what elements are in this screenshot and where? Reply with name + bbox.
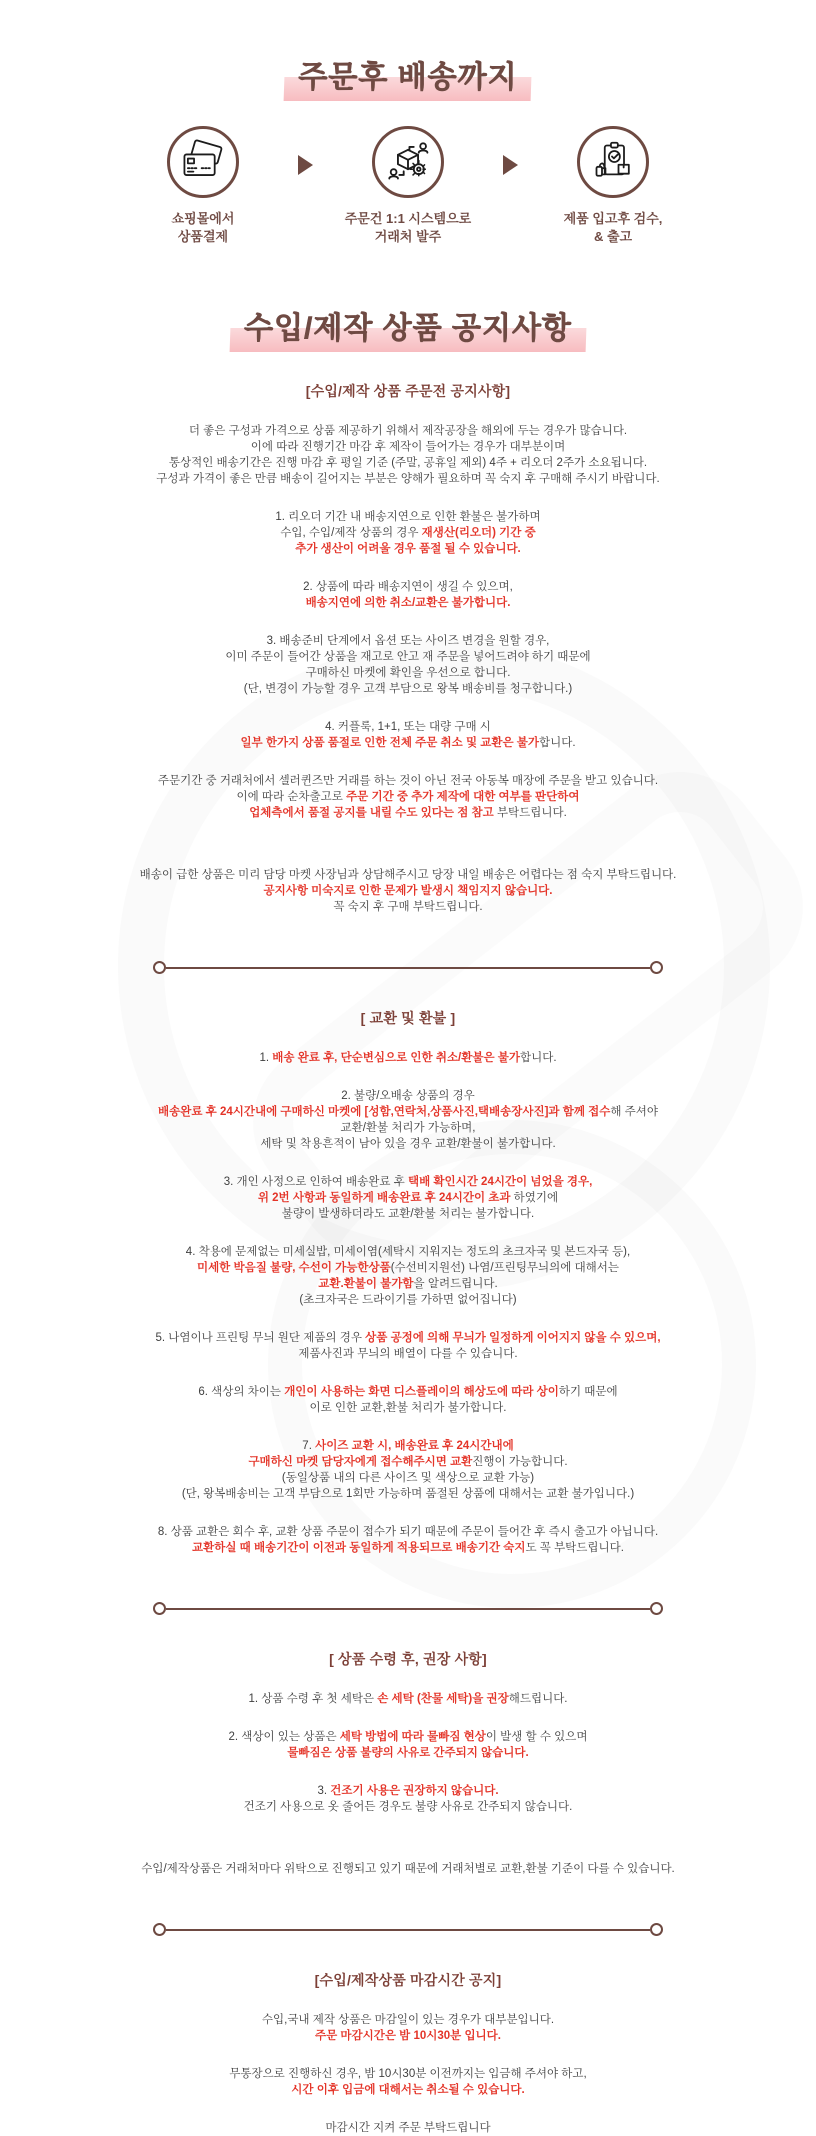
text-segment: 하였기에 — [510, 1192, 559, 1205]
text-segment: 배송완료 후 24시간내에 구매하신 마켓에 [성함,연락처,상품사진,택배송장사진]과 함께 접수 — [158, 1106, 611, 1119]
notice-paragraph — [78, 1729, 738, 1761]
notice-line — [78, 579, 738, 595]
text-segment: 이에 따라 진행기간 마감 후 제작이 들어가는 경우가 대부분이며 — [250, 441, 566, 454]
notice-paragraph — [78, 423, 738, 487]
notice-line — [78, 509, 738, 525]
text-segment: 도 꼭 부탁드립니다. — [525, 1542, 624, 1555]
notice-line — [78, 1292, 738, 1308]
text-segment: 1. 리오더 기간 내 배송지연으로 인한 환불은 불가하며 — [275, 511, 541, 524]
section-heading: [수입/제작상품 마감시간 공지] — [314, 1972, 502, 1989]
text-segment: 배송 완료 후, 단순변심으로 인한 취소/환불은 불가 — [272, 1052, 520, 1065]
notice-line — [78, 1384, 738, 1400]
text-segment: 6. 색상의 차이는 — [198, 1386, 285, 1399]
notice-paragraph — [78, 1438, 738, 1502]
notice-line — [78, 471, 738, 487]
notice-paragraph — [78, 1050, 738, 1066]
step-order-system — [313, 126, 503, 245]
notice-line — [78, 1190, 738, 1206]
notice-paragraph — [78, 1691, 738, 1707]
notice-paragraph — [78, 1783, 738, 1815]
text-segment: 주문기간 중 거래처에서 셀러퀸즈만 거래를 하는 것이 아닌 전국 아동복 매장에 주문을 받고 있습니다. — [157, 775, 659, 788]
notice-paragraph — [78, 579, 738, 611]
notice-line — [78, 899, 738, 915]
page-title-text: 주문후 배송까지 — [298, 52, 517, 96]
inspection-shipping-icon — [591, 140, 635, 184]
text-segment: 재생산(리오더) 기간 중 — [421, 527, 536, 540]
text-segment: 불량이 발생하더라도 교환/환불 처리는 불가합니다. — [281, 1208, 535, 1221]
text-segment: 교환하실 때 배송기간이 이전과 동일하게 적용되므로 배송기간 숙지 — [192, 1542, 526, 1555]
notice-line — [78, 595, 738, 611]
order-system-icon — [385, 139, 431, 185]
text-segment: (동일상품 내의 다른 사이즈 및 색상으로 교환 가능) — [281, 1472, 535, 1485]
notice-line — [78, 805, 738, 821]
text-segment: 진행이 가능합니다. — [472, 1456, 568, 1469]
step-label — [564, 210, 663, 245]
step-circle — [167, 126, 239, 198]
notice-paragraph — [78, 719, 738, 751]
text-segment: 3. 개인 사정으로 인하여 배송완료 후 — [223, 1176, 408, 1189]
step-label-line: & 출고 — [593, 228, 633, 244]
notice-line — [78, 525, 738, 541]
text-segment: 세탁 및 착용흔적이 남아 있을 경우 교환/환불이 불가합니다. — [260, 1138, 556, 1151]
notice-paragraph — [78, 1861, 738, 1877]
notice-paragraph — [78, 867, 738, 915]
text-segment: 건조기 사용은 권장하지 않습니다. — [330, 1785, 499, 1798]
notice-paragraph — [78, 2066, 738, 2098]
text-segment: 택배 확인시간 24시간이 넘었을 경우, — [408, 1176, 593, 1189]
text-segment: 건조기 사용으로 옷 줄어든 경우도 불량 사유로 간주되지 않습니다. — [243, 1801, 573, 1814]
text-segment: 수입/제작상품은 거래처마다 위탁으로 진행되고 있기 때문에 거래처별로 교환,환불 기준이 다를 수 있습니다. — [141, 1863, 675, 1876]
notice-paragraph — [78, 509, 738, 557]
section-heading: [ 교환 및 환불 ] — [360, 1010, 456, 1027]
notice-line — [78, 1050, 738, 1066]
step-label-line: 거래처 발주 — [374, 228, 442, 244]
notice-line — [78, 1745, 738, 1761]
text-segment: 1. — [259, 1052, 273, 1065]
notice-line — [78, 1206, 738, 1222]
text-segment: 꼭 숙지 후 구매 부탁드립니다. — [333, 901, 483, 914]
notice-line — [78, 1540, 738, 1556]
divider-dot — [153, 1923, 166, 1936]
text-segment: 3. 배송준비 단계에서 옵션 또는 사이즈 변경을 원할 경우, — [266, 635, 550, 648]
notice-line — [78, 1260, 738, 1276]
notice-line — [78, 1691, 738, 1707]
text-segment: 배송이 급한 상품은 미리 담당 마켓 사장님과 상담해주시고 당장 내일 배송은 어렵다는 점 숙지 부탁드립니다. — [139, 869, 677, 882]
divider-dot — [650, 961, 663, 974]
notice-line — [78, 633, 738, 649]
notice-paragraph — [78, 633, 738, 697]
text-segment: 부탁드립니다. — [493, 807, 567, 820]
notice-paragraph — [78, 1384, 738, 1416]
notice-paragraph — [78, 773, 738, 821]
notice-line — [78, 1088, 738, 1104]
text-segment: 주문 기간 중 추가 제작에 대한 여부를 판단하여 — [346, 791, 580, 804]
text-segment: 이미 주문이 들어간 상품을 재고로 안고 재 주문을 넣어드려야 하기 때문에 — [225, 651, 591, 664]
text-segment: 합니다. — [520, 1052, 557, 1065]
notice-line — [78, 735, 738, 751]
notice-line — [78, 2082, 738, 2098]
notice-line — [78, 1174, 738, 1190]
divider-dot — [153, 961, 166, 974]
notice-paragraph — [78, 2120, 738, 2136]
text-segment: 3. — [317, 1785, 331, 1798]
step-label-line: 쇼핑몰에서 — [171, 211, 235, 226]
notice-line — [78, 1783, 738, 1799]
notice-paragraph — [78, 1088, 738, 1152]
text-segment: 제품사진과 무늬의 배열이 다를 수 있습니다. — [298, 1348, 518, 1361]
divider-line — [166, 1608, 650, 1610]
step-circle — [372, 126, 444, 198]
text-segment: 구매하신 마켓 담당자에게 접수해주시면 교환 — [248, 1456, 473, 1469]
notice-line — [78, 867, 738, 883]
text-segment: 2. 상품에 따라 배송지연이 생길 수 있으며, — [303, 581, 513, 594]
text-segment: 2. 색상이 있는 상품은 — [228, 1731, 340, 1744]
text-segment: 4. 커플룩, 1+1, 또는 대량 구매 시 — [325, 721, 491, 734]
text-segment: 구매하신 마켓에 확인을 우선으로 합니다. — [305, 667, 511, 680]
notice-line — [78, 1120, 738, 1136]
arrow-right-icon — [503, 155, 518, 175]
notice-paragraph — [78, 2012, 738, 2044]
step-payment — [108, 126, 298, 245]
credit-card-icon — [181, 140, 225, 184]
notice-line — [78, 1104, 738, 1120]
text-segment: 미세한 박음질 불량, 수선이 가능한상품 — [196, 1262, 391, 1275]
text-segment: 2. 불량/오배송 상품의 경우 — [341, 1090, 475, 1103]
text-segment: 공지사항 미숙지로 인한 문제가 발생시 책임지지 않습니다. — [263, 885, 553, 898]
step-label-line: 주문건 1:1 시스템으로 — [344, 211, 472, 226]
notice-paragraph — [78, 1330, 738, 1362]
text-segment: 구성과 가격이 좋은 만큼 배송이 길어지는 부분은 양해가 필요하며 꼭 숙지 후 구매해 주시기 바랍니다. — [156, 473, 660, 486]
notice-line — [78, 423, 738, 439]
page-title — [58, 0, 758, 96]
notice-title-text: 수입/제작 상품 공지사항 — [244, 303, 572, 347]
text-segment: 마감시간 지켜 주문 부탁드립니다 — [325, 2122, 491, 2135]
notice-line — [78, 541, 738, 557]
text-segment: 업체측에서 품절 공지를 내릴 수도 있다는 점 참고 — [249, 807, 494, 820]
notice-line — [78, 649, 738, 665]
text-segment: (수선비지원선) 나염/프린팅무늬의에 대해서는 — [390, 1262, 620, 1275]
notice-line — [78, 1524, 738, 1540]
section-divider — [153, 961, 663, 974]
text-segment: 더 좋은 구성과 가격으로 상품 제공하기 위해서 제작공장을 해외에 두는 경우가 많습니다. — [188, 425, 628, 438]
text-segment: 상품 공정에 의해 무늬가 일정하게 이어지지 않을 수 있으며, — [365, 1332, 661, 1345]
text-segment: (단, 변경이 가능할 경우 고객 부담으로 왕복 배송비를 청구합니다.) — [243, 683, 573, 696]
notice-line — [78, 665, 738, 681]
notice-paragraph — [78, 1244, 738, 1308]
section-divider — [153, 1923, 663, 1936]
text-segment: 이에 따라 순차출고로 — [236, 791, 347, 804]
text-segment: 물빠짐은 상품 불량의 사유로 간주되지 않습니다. — [287, 1747, 529, 1760]
notice-line — [78, 1346, 738, 1362]
text-segment: 사이즈 교환 시, 배송완료 후 24시간내에 — [315, 1440, 514, 1453]
step-inspection — [518, 126, 708, 245]
notice-line — [78, 773, 738, 789]
notice-title — [58, 303, 758, 347]
text-segment: 4. 착용에 문제없는 미세실밥, 미세이염(세탁시 지워지는 정도의 초크자국 및 본드자국 등), — [185, 1246, 631, 1259]
notice-paragraph — [78, 1524, 738, 1556]
divider-line — [166, 1929, 650, 1931]
notice-line — [78, 1400, 738, 1416]
text-segment: 손 세탁 (찬물 세탁)을 권장 — [377, 1693, 509, 1706]
step-label-line: 상품결제 — [177, 228, 229, 244]
section-heading: [수입/제작 상품 주문전 공지사항] — [305, 383, 511, 400]
notice-line — [78, 1136, 738, 1152]
text-segment: 주문 마감시간은 밤 10시30분 입니다. — [315, 2030, 501, 2043]
order-process-steps — [58, 126, 758, 245]
text-segment: 세탁 방법에 따라 물빠짐 현상 — [339, 1731, 486, 1744]
notice-line — [78, 1244, 738, 1260]
divider-dot — [650, 1602, 663, 1615]
notice-line — [78, 1470, 738, 1486]
text-segment: 개인이 사용하는 화면 디스플레이의 해상도에 따라 상이 — [284, 1386, 559, 1399]
arrow-right-icon — [298, 155, 313, 175]
divider-dot — [153, 1602, 166, 1615]
notice-line — [78, 1330, 738, 1346]
text-segment: 이 발생 할 수 있으며 — [485, 1731, 588, 1744]
text-segment: 해드립니다. — [508, 1693, 568, 1706]
notice-line — [78, 681, 738, 697]
text-segment: 수입, 수입/제작 상품의 경우 — [280, 527, 422, 540]
notice-line — [78, 1799, 738, 1815]
section-divider — [153, 1602, 663, 1615]
step-circle — [577, 126, 649, 198]
notice-line — [78, 455, 738, 471]
text-segment: 1. 상품 수령 후 첫 세탁은 — [248, 1693, 378, 1706]
divider-dot — [650, 1923, 663, 1936]
text-segment: 합니다. — [539, 737, 576, 750]
notice-paragraph — [78, 1174, 738, 1222]
text-segment: 수입,국내 제작 상품은 마감일이 있는 경우가 대부분입니다. — [261, 2014, 555, 2027]
text-segment: 하기 때문에 — [558, 1386, 618, 1399]
text-segment: 교환/환불 처리가 가능하며, — [340, 1122, 476, 1135]
text-segment: 교환.환불이 불가함 — [318, 1278, 414, 1291]
notice-line — [78, 719, 738, 735]
notice-line — [78, 789, 738, 805]
notice-line — [78, 2012, 738, 2028]
notice-body — [58, 381, 758, 2136]
text-segment: 8. 상품 교환은 회수 후, 교환 상품 주문이 접수가 되기 때문에 주문이 들어간 후 즉시 출고가 아닙니다. — [157, 1526, 659, 1539]
step-label — [172, 210, 235, 245]
notice-line — [78, 1454, 738, 1470]
section-heading: [ 상품 수령 후, 권장 사항] — [329, 1651, 487, 1668]
text-segment: 통상적인 배송기간은 진행 마감 후 평일 기준 (주말, 공휴일 제외) 4주 + 리오더 2주가 소요됩니다. — [168, 457, 648, 470]
text-segment: 해 주셔야 — [610, 1106, 658, 1119]
text-segment: 5. 나염이나 프린팅 무늬 원단 제품의 경우 — [155, 1332, 366, 1345]
step-label — [345, 210, 471, 245]
text-segment: 이로 인한 교환,환불 처리가 불가합니다. — [309, 1402, 507, 1415]
notice-line — [78, 439, 738, 455]
text-segment: 위 2번 사항과 동일하게 배송완료 후 24시간이 초과 — [257, 1192, 511, 1205]
notice-line — [78, 883, 738, 899]
notice-line — [78, 2120, 738, 2136]
text-segment: 추가 생산이 어려울 경우 품절 될 수 있습니다. — [295, 543, 521, 556]
text-segment: 시간 이후 입금에 대해서는 취소될 수 있습니다. — [291, 2084, 525, 2097]
notice-line — [78, 2028, 738, 2044]
notice-line — [78, 1486, 738, 1502]
text-segment: (단, 왕복배송비는 고객 부담으로 1회만 가능하며 품절된 상품에 대해서는 교환 불가입니다.) — [181, 1488, 635, 1501]
notice-line — [78, 1729, 738, 1745]
notice-line — [78, 1438, 738, 1454]
notice-line — [78, 1276, 738, 1292]
text-segment: 무통장으로 진행하신 경우, 밤 10시30분 이전까지는 입금해 주셔야 하고, — [229, 2068, 587, 2081]
step-label-line: 제품 입고후 검수, — [563, 211, 663, 226]
notice-line — [78, 2066, 738, 2082]
text-segment: 일부 한가지 상품 품절로 인한 전체 주문 취소 및 교환은 불가 — [240, 737, 540, 750]
text-segment: (초크자국은 드라이기를 가하면 없어집니다) — [299, 1294, 517, 1307]
text-segment: 을 알려드립니다. — [413, 1278, 498, 1291]
divider-line — [166, 967, 650, 969]
text-segment: 7. — [302, 1440, 316, 1453]
text-segment: 배송지연에 의한 취소/교환은 불가합니다. — [305, 597, 511, 610]
shipping-notice-page — [58, 0, 758, 2135]
notice-line — [78, 1861, 738, 1877]
